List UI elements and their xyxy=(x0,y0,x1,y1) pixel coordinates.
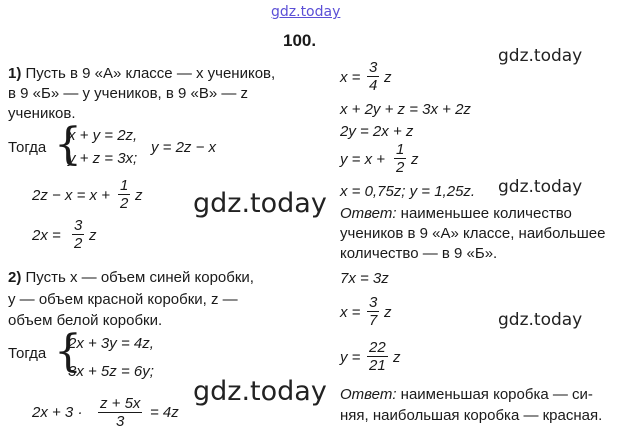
watermark-side-2: gdz.today xyxy=(498,177,583,197)
eq2-denominator: 2 xyxy=(74,235,83,252)
then-label-2: Тогда xyxy=(8,345,47,362)
eq1-numerator: 1 xyxy=(120,177,129,194)
part2-text-l2: y — объем красной коробки, z — xyxy=(8,291,238,308)
system2-eq-a: 2x + 3y = 4z, xyxy=(68,335,154,352)
answer2-label: Ответ: xyxy=(340,386,397,403)
watermark-center-1: gdz.today xyxy=(193,188,327,219)
system1-derived: y = 2z − x xyxy=(151,139,217,156)
right-eq7-fraction xyxy=(367,295,379,328)
right-eq6: 7x = 3z xyxy=(340,270,389,287)
eq2-lhs: 2x = xyxy=(32,227,61,244)
eq3-denominator: 3 xyxy=(116,413,125,430)
watermark-side-3: gdz.today xyxy=(498,310,583,330)
eq1-var: z xyxy=(135,187,143,204)
answer2-line1 xyxy=(340,387,593,402)
right-eq8-numerator: 22 xyxy=(369,339,386,356)
part1-text-l1: Пусть в 9 «А» классе — x учеников, xyxy=(25,65,276,82)
eq1-lhs: 2z − x = x + xyxy=(32,187,110,204)
system1-eq-a: x + y = 2z, xyxy=(68,127,138,144)
right-eq1-var: z xyxy=(384,69,392,86)
eq2-numerator: 3 xyxy=(74,217,83,234)
part2-text-l3: объем белой коробки. xyxy=(8,312,163,329)
right-eq8-lhs: y = xyxy=(340,349,361,366)
right-eq8-denominator: 21 xyxy=(369,357,386,374)
answer1-label: Ответ: xyxy=(340,205,397,222)
watermark-top: gdz.today xyxy=(271,4,341,20)
right-eq5: x = 0,75z; y = 1,25z. xyxy=(340,183,476,200)
part1-number: 1) xyxy=(8,65,22,82)
eq1-fraction xyxy=(118,178,130,211)
right-eq1-denominator: 4 xyxy=(369,77,378,94)
problem-number: 100. xyxy=(283,31,317,50)
answer1-text-l2: учеников в 9 «А» классе, наибольшее xyxy=(340,225,606,242)
right-eq1-fraction xyxy=(367,60,379,93)
right-eq2: x + 2y + z = 3x + 2z xyxy=(340,101,471,118)
part2-text-l1: Пусть x — объем синей коробки, xyxy=(25,269,254,286)
eq3-lhs: 2x + 3 · xyxy=(32,404,83,421)
right-eq7-lhs: x = xyxy=(340,304,361,321)
right-eq4-lhs: y = x + xyxy=(340,151,386,168)
answer1-line1 xyxy=(340,206,572,221)
part1-line1 xyxy=(8,66,275,81)
answer1-text-l1: наименьшее количество xyxy=(396,205,572,222)
right-eq7-numerator: 3 xyxy=(369,294,378,311)
eq3-numerator: z + 5x xyxy=(100,395,141,412)
part2-number: 2) xyxy=(8,269,22,286)
answer2-text-l1: наименьшая коробка — си- xyxy=(396,386,593,403)
watermark-center-2: gdz.today xyxy=(193,376,327,407)
system2-eq-b: 3x + 5z = 6y; xyxy=(68,363,154,380)
right-eq1-numerator: 3 xyxy=(369,59,378,76)
then-label-1: Тогда xyxy=(8,139,47,156)
right-eq4-numerator: 1 xyxy=(396,141,405,158)
right-eq8-var: z xyxy=(393,349,401,366)
part2-line1 xyxy=(8,270,254,285)
answer2-text-l2: няя, наибольшая коробка — красная. xyxy=(340,407,603,424)
right-eq4-denominator: 2 xyxy=(396,159,405,176)
answer1-text-l3: количество — в 9 «Б». xyxy=(340,245,498,262)
part1-text-l2: в 9 «Б» — y учеников, в 9 «В» — z xyxy=(8,85,249,102)
watermark-side-1: gdz.today xyxy=(498,46,583,66)
right-eq3: 2y = 2x + z xyxy=(340,123,414,140)
system1-eq-b: y + z = 3x; xyxy=(68,150,138,167)
eq2-fraction xyxy=(72,218,84,251)
eq2-var: z xyxy=(89,227,97,244)
eq3-rhs: = 4z xyxy=(150,404,179,421)
part1-text-l3: учеников. xyxy=(8,105,76,122)
right-eq8-fraction xyxy=(367,340,388,373)
right-eq4-var: z xyxy=(411,151,419,168)
eq1-denominator: 2 xyxy=(120,195,129,212)
right-eq7-var: z xyxy=(384,304,392,321)
right-eq4-fraction xyxy=(394,142,406,175)
system-brace-1: { xyxy=(54,119,82,170)
system-brace-2: { xyxy=(54,326,82,377)
right-eq7-denominator: 7 xyxy=(369,312,378,329)
right-eq1-lhs: x = xyxy=(340,69,361,86)
eq3-fraction xyxy=(98,396,142,429)
